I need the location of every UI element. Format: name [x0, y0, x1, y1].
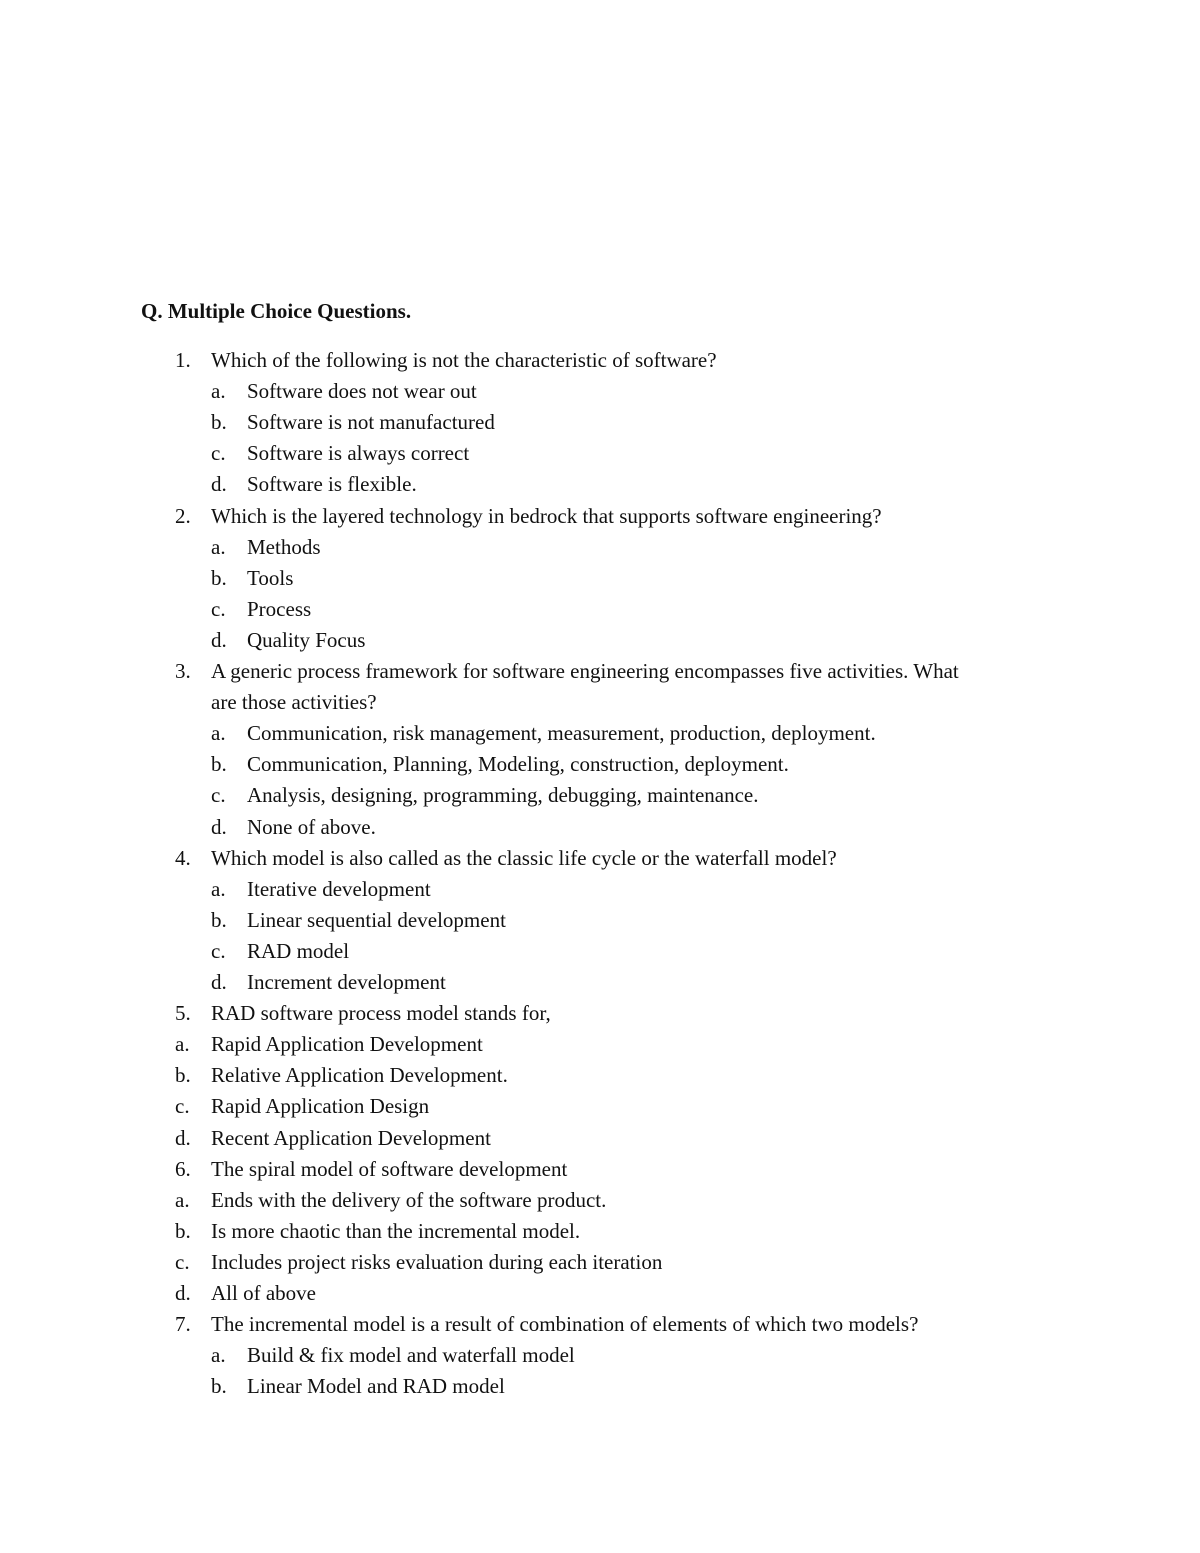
option-line: [0, 1340, 1200, 1371]
list-marker: b.: [211, 752, 227, 777]
list-text: Rapid Application Development: [211, 1032, 483, 1057]
question-line: [0, 843, 1200, 874]
list-text: A generic process framework for software engineering encompasses five activities. What: [211, 659, 959, 683]
list-marker: d.: [211, 814, 227, 839]
option-line: [0, 438, 1200, 469]
list-marker: c.: [211, 783, 226, 808]
list-marker: a.: [211, 379, 226, 404]
list-marker: a.: [175, 1187, 190, 1212]
list-marker: b.: [175, 1063, 191, 1088]
list-marker: d.: [175, 1281, 191, 1305]
list-text: Increment development: [247, 970, 446, 994]
list-marker: 1.: [175, 348, 191, 372]
question-line: [0, 998, 1200, 1029]
list-text: RAD software process model stands for,: [211, 1001, 551, 1026]
option-line: [0, 407, 1200, 438]
list-marker: c.: [211, 441, 226, 466]
list-marker: d.: [211, 472, 227, 497]
option-line: [0, 563, 1200, 594]
question-line: [0, 1185, 1200, 1216]
list-marker: b.: [211, 907, 227, 932]
list-marker: b.: [211, 1374, 227, 1399]
list-text: Analysis, designing, programming, debugging, maintenance.: [247, 783, 759, 808]
list-marker: a.: [175, 1032, 190, 1057]
question-line: [0, 501, 1200, 532]
question-line: [0, 687, 1200, 718]
option-line: [0, 1371, 1200, 1402]
list-text: Linear sequential development: [247, 907, 506, 932]
list-marker: c.: [211, 596, 226, 621]
list-text: The incremental model is a result of combination of elements of which two models?: [211, 1312, 919, 1337]
list-marker: b.: [211, 565, 227, 590]
list-text: Rapid Application Design: [211, 1094, 430, 1119]
list-text: RAD model: [247, 938, 350, 963]
list-text: Iterative development: [247, 876, 431, 901]
list-text: Build & fix model and waterfall model: [247, 1343, 575, 1368]
list-text: Communication, risk management, measurement, production, deployment.: [247, 721, 876, 746]
option-line: [0, 812, 1200, 843]
option-line: [0, 936, 1200, 967]
list-text: Software is flexible.: [247, 472, 417, 497]
list-marker: 3.: [175, 659, 191, 683]
list-marker: b.: [211, 410, 227, 435]
question-line: [0, 1154, 1200, 1185]
option-line: [0, 532, 1200, 563]
list-text: Linear Model and RAD model: [247, 1374, 505, 1399]
list-marker: 7.: [175, 1312, 191, 1337]
option-line: [0, 874, 1200, 905]
question-line: [0, 1216, 1200, 1247]
list-text: Quality Focus: [247, 627, 366, 652]
list-text: Which is the layered technology in bedrock that supports software engineering?: [211, 503, 882, 528]
list-marker: 2.: [175, 503, 191, 528]
list-text: Ends with the delivery of the software product.: [211, 1187, 607, 1212]
list-marker: d.: [211, 627, 227, 652]
list-text: Process: [247, 596, 312, 621]
option-line: [0, 625, 1200, 656]
option-line: [0, 749, 1200, 780]
list-text: Software does not wear out: [247, 379, 477, 404]
option-line: [0, 718, 1200, 749]
list-text: Includes project risks evaluation during each iteration: [211, 1249, 663, 1274]
list-text: None of above.: [247, 814, 376, 839]
question-line: [0, 345, 1200, 376]
list-marker: c.: [211, 938, 226, 963]
list-text: are those activities?: [211, 690, 377, 715]
list-marker: 5.: [175, 1001, 191, 1026]
option-line: [0, 594, 1200, 625]
question-line: [0, 656, 1200, 687]
question-line: [0, 1060, 1200, 1091]
list-text: Which of the following is not the characteristic of software?: [211, 348, 717, 372]
section-heading: Q. Multiple Choice Questions.: [141, 299, 412, 323]
option-line: [0, 469, 1200, 500]
question-line: [0, 1091, 1200, 1122]
list-marker: c.: [175, 1249, 190, 1274]
list-marker: a.: [211, 1343, 226, 1368]
list-text: Software is always correct: [247, 441, 470, 466]
option-line: [0, 376, 1200, 407]
list-text: Tools: [247, 565, 294, 590]
list-text: Communication, Planning, Modeling, construction, deployment.: [247, 752, 789, 777]
list-marker: 4.: [175, 845, 191, 870]
list-marker: c.: [175, 1094, 190, 1119]
list-marker: d.: [175, 1125, 191, 1150]
list-text: Relative Application Development.: [211, 1063, 508, 1088]
list-marker: d.: [211, 970, 227, 994]
list-text: The spiral model of software development: [211, 1156, 568, 1181]
list-marker: a.: [211, 534, 226, 559]
option-line: [0, 905, 1200, 936]
option-line: [0, 967, 1200, 998]
list-text: Software is not manufactured: [247, 410, 495, 435]
question-line: [0, 1029, 1200, 1060]
list-text: Is more chaotic than the incremental model.: [211, 1218, 581, 1243]
question-line: [0, 1278, 1200, 1309]
option-line: [0, 780, 1200, 811]
list-marker: a.: [211, 876, 226, 901]
question-line: [0, 1247, 1200, 1278]
list-marker: 6.: [175, 1156, 191, 1181]
list-text: Which model is also called as the classic life cycle or the waterfall model?: [211, 845, 837, 870]
question-line: [0, 1123, 1200, 1154]
list-text: All of above: [211, 1281, 316, 1305]
list-marker: b.: [175, 1218, 191, 1243]
question-line: [0, 1309, 1200, 1340]
list-text: Methods: [247, 534, 321, 559]
list-marker: a.: [211, 721, 226, 746]
list-text: Recent Application Development: [211, 1125, 491, 1150]
